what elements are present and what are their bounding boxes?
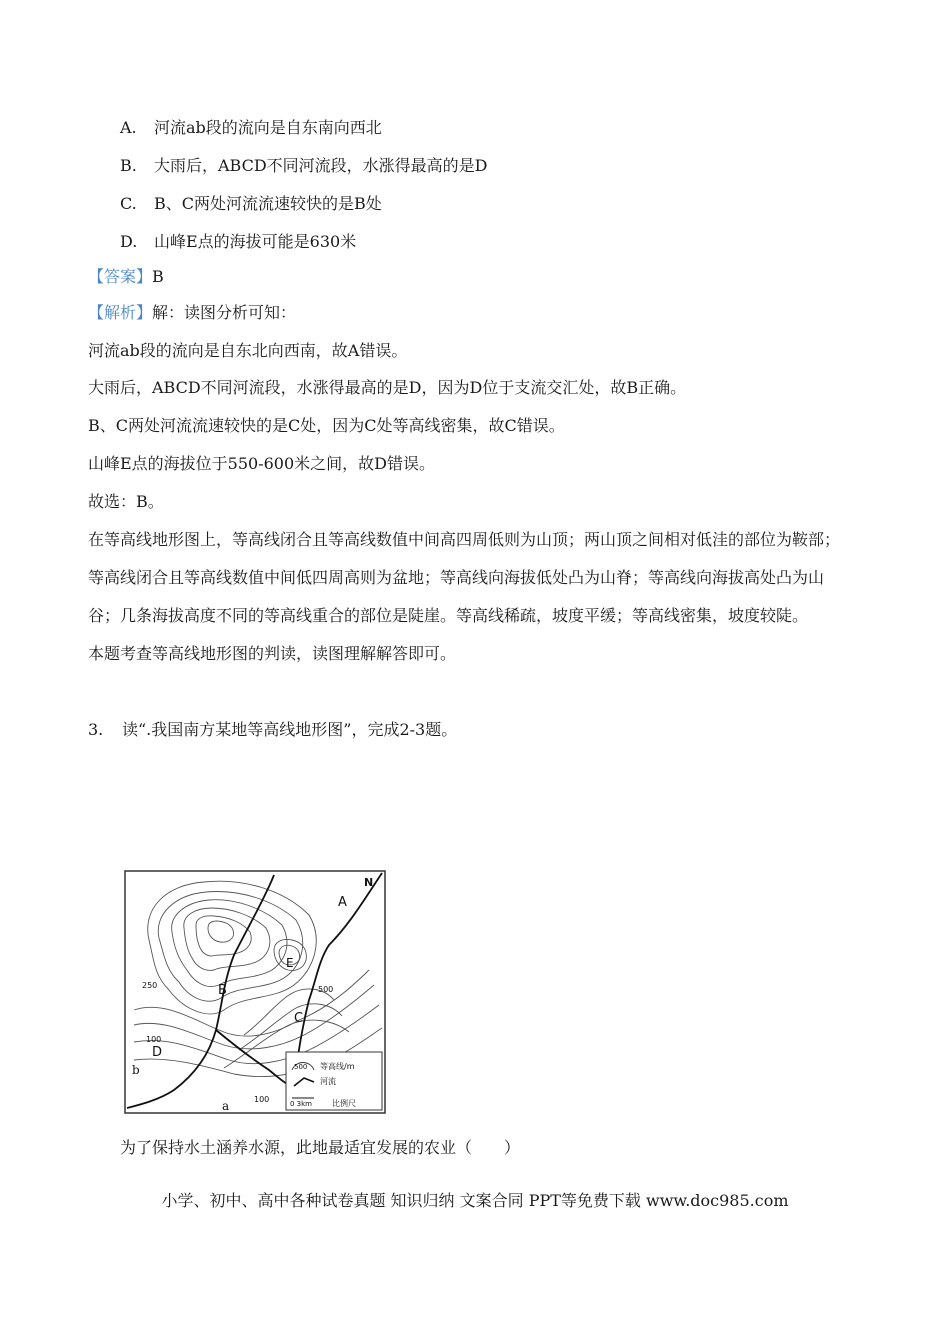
question-prompt: 为了保持水土涵养水源，此地最适宜发展的农业（ ） xyxy=(120,1138,521,1157)
contour-map-figure xyxy=(124,870,386,1114)
option-text: 河流ab段的流向是自东南向西北 xyxy=(154,118,382,137)
option-c xyxy=(120,193,382,215)
legend-contour-label: 等高线/m xyxy=(320,1062,355,1071)
analysis-text: 大雨后，ABCD不同河流段，水涨得最高的是D，因为D位于支流交汇处，故B正确。 xyxy=(88,378,687,397)
analysis-text: 在等高线地形图上，等高线闭合且等高线数值中间高四周低则为山顶；两山顶之间相对低洼的部位为鞍部； xyxy=(88,530,841,549)
contour-value-250: 250 xyxy=(142,981,158,990)
analysis-text: 等高线闭合且等高线数值中间低四周高则为盆地；等高线向海拔低处凸为山脊；等高线向海拔高处凸为山 xyxy=(88,568,825,587)
option-letter: D. xyxy=(120,232,138,251)
map-label-a-upper: A xyxy=(338,895,347,910)
option-text: 大雨后，ABCD不同河流段，水涨得最高的是D xyxy=(154,156,488,175)
question-3 xyxy=(88,719,457,741)
analysis-text: B、C两处河流流速较快的是C处，因为C处等高线密集，故C错误。 xyxy=(88,416,565,435)
map-label-north: N xyxy=(364,876,374,889)
legend-scale-label: 比例尺 xyxy=(332,1099,356,1108)
option-a xyxy=(120,117,382,139)
legend-scale-value: 0 3km xyxy=(290,1100,313,1108)
analysis-text: 故选：B。 xyxy=(88,492,164,511)
analysis-text: 河流ab段的流向是自东北向西南，故A错误。 xyxy=(88,341,408,360)
footer-text: 小学、初中、高中各种试卷真题 知识归纳 文案合同 PPT等免费下载 www.doc985.com xyxy=(161,1191,789,1210)
option-letter: C. xyxy=(120,194,137,213)
analysis-intro: 解：读图分析可知： xyxy=(152,303,297,322)
question-text: 读“.我国南方某地等高线地形图”，完成2-3题。 xyxy=(122,720,458,739)
analysis-text: 山峰E点的海拔位于550-600米之间，故D错误。 xyxy=(88,454,435,473)
map-label-a-lower: a xyxy=(222,1099,230,1113)
contour-value-500: 500 xyxy=(318,985,334,994)
option-b xyxy=(120,155,488,177)
map-label-b: B xyxy=(218,983,227,998)
question-number: 3. xyxy=(88,720,104,739)
option-text: 山峰E点的海拔可能是630米 xyxy=(154,232,357,251)
answer-line xyxy=(88,266,164,288)
option-letter: B. xyxy=(120,156,137,175)
option-letter: A. xyxy=(120,118,137,137)
map-label-e: E xyxy=(286,956,294,970)
analysis-text: 谷；几条海拔高度不同的等高线重合的部位是陡崖。等高线稀疏，坡度平缓；等高线密集，坡度较陡。 xyxy=(88,606,809,625)
map-label-d: D xyxy=(152,1045,163,1060)
analysis-tag: 【解析】 xyxy=(88,303,153,322)
option-d xyxy=(120,231,356,253)
analysis-text: 本题考查等高线地形图的判读，读图理解解答即可。 xyxy=(88,644,457,663)
contour-value-100: 100 xyxy=(254,1095,270,1104)
analysis-line xyxy=(88,302,296,324)
legend-contour-sample: 500 xyxy=(294,1063,308,1071)
legend-river-label: 河流 xyxy=(320,1077,336,1086)
map-legend xyxy=(286,1052,382,1110)
map-label-b-lower: b xyxy=(132,1063,140,1077)
map-label-c: C xyxy=(294,1011,304,1026)
answer-value: B xyxy=(152,267,164,286)
option-text: B、C两处河流流速较快的是B处 xyxy=(154,194,382,213)
contour-value-100: 100 xyxy=(146,1035,162,1044)
answer-tag: 【答案】 xyxy=(88,267,153,286)
